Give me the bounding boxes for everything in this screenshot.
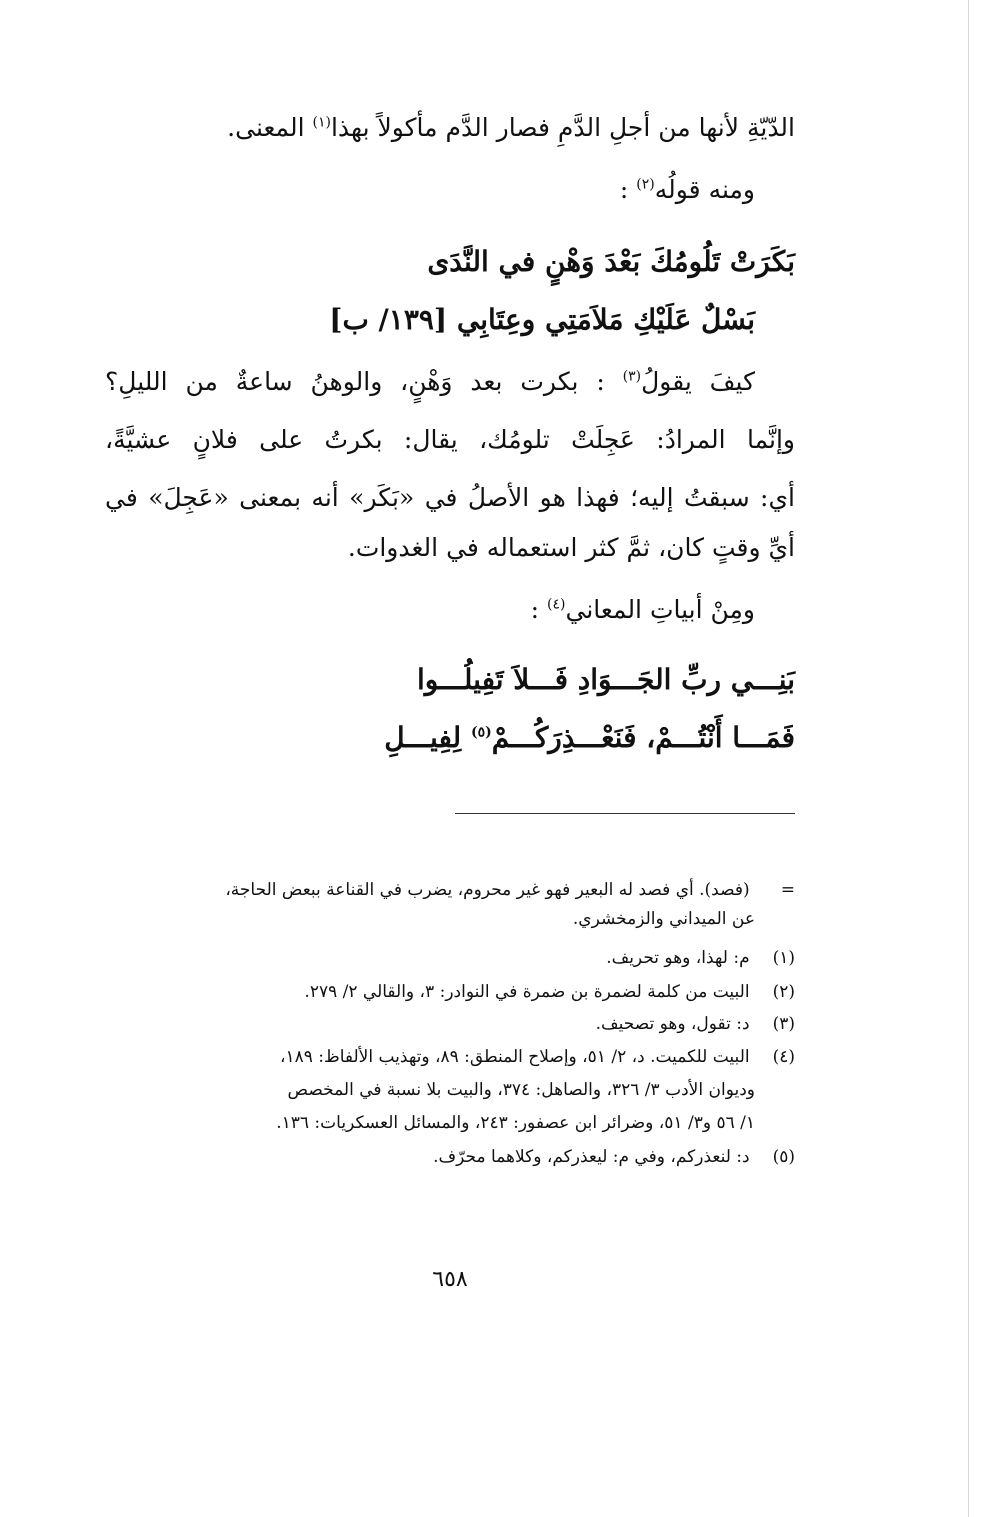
footnote-ref-1[interactable]: (١) [312, 114, 331, 131]
verse-text: لِفِيـــلِ [384, 721, 471, 754]
footnote-4-line-2: وديوان الأدب ٣/ ٣٢٦، والصاهل: ٣٧٤، والبيت بلا نسبة في المخصص [287, 1080, 755, 1100]
body-line-1 [105, 108, 795, 148]
verse-2-first-hemistich: بَنِـــي ربِّ الجَـــوَادِ فَـــلاَ تَفِيلُـــوا [417, 663, 795, 696]
footnote-number: (١) [772, 948, 795, 968]
body-text: ومنه قولُه [654, 175, 755, 204]
footnote-text: (فصد). أي فصد له البعير فهو غير محروم، يضرب في القناعة ببعض الحاجة، [225, 880, 750, 900]
footnote-number: (٣) [772, 1014, 795, 1034]
paragraph-2-line-1 [105, 590, 755, 630]
paragraph-1-line-2: وإنَّما المرادُ: عَجِلَتْ تلومُك، يقال: بكرتُ على فلانٍ عشيَّةً، [105, 425, 795, 454]
body-text: : [530, 595, 548, 624]
footnote-number: (٤) [772, 1047, 795, 1067]
footnote-text: البيت للكميت. د، ٢/ ٥١، وإصلاح المنطق: ٨٩، وتهذيب الألفاظ: ١٨٩، [279, 1047, 750, 1067]
footnote-number: (٥) [772, 1147, 795, 1167]
footnote-separator [455, 813, 795, 814]
footnote-2 [105, 978, 795, 1006]
body-text: كيفَ يقولُ [641, 367, 755, 396]
verse-1-first-hemistich: بَكَرَتْ تَلُومُكَ بَعْدَ وَهْنٍ في النَّدَى [427, 245, 795, 278]
verse-text: فَمَـــا أَنْتُـــمْ، فَنَعْـــذِرَكُـــمْ [491, 721, 795, 754]
footnote-1 [105, 944, 795, 972]
footnote-number: (٢) [772, 982, 795, 1002]
verse-text: بَسْلٌ عَلَيْكِ مَلاَمَتِي وعِتَابِي [456, 303, 755, 336]
body-text: الدّيّةِ لأنها من أجلِ الدَّمِ فصار الدَّم مأكولاً بهذا [330, 113, 795, 142]
verse-1-second-hemistich [105, 300, 755, 340]
folio-marker: [١٣٩/ ب] [329, 303, 448, 336]
footnote-continuation-line-2: عن الميداني والزمخشري. [572, 909, 755, 929]
footnote-ref-5[interactable]: (٥) [470, 724, 492, 741]
paragraph-1-line-1 [105, 362, 755, 402]
continuation-mark: = [780, 880, 795, 900]
verse-2-second-hemistich [105, 718, 795, 758]
footnote-text: م: لهذا، وهو تحريف. [606, 948, 750, 968]
footnote-4-line-1 [105, 1043, 795, 1071]
footnote-text: د: لنعذركم، وفي م: ليعذركم، وكلاهما محرّف. [433, 1147, 750, 1167]
footnote-4-line-3: ١/ ٥٦ و٣/ ٥١، وضرائر ابن عصفور: ٢٤٣، والمسائل العسكريات: ١٣٦. [276, 1113, 755, 1133]
footnote-continuation-line-1 [105, 876, 795, 904]
footnote-text: البيت من كلمة لضمرة بن ضمرة في النوادر: ٣، والقالي ٢/ ٢٧٩. [304, 982, 750, 1002]
page-edge-line [968, 0, 969, 1517]
footnote-ref-3[interactable]: (٣) [622, 368, 642, 385]
body-text: : بكرت بعد وَهْنٍ، والوهنُ ساعةٌ من الليلِ؟ [105, 367, 623, 396]
footnote-5 [105, 1143, 795, 1171]
page-number: ٦٥٨ [432, 1267, 468, 1292]
body-line-2 [105, 170, 755, 210]
footnote-text: د: تقول، وهو تصحيف. [595, 1014, 750, 1034]
paragraph-1-line-3: أي: سبقتُ إليه؛ فهذا هو الأصلُ في «بَكَر» أنه بمعنى «عَجِلَ» في [105, 483, 795, 512]
body-text: : [619, 175, 637, 204]
book-page [105, 0, 795, 1517]
footnote-ref-2[interactable]: (٢) [636, 176, 655, 193]
body-text: المعنى. [227, 113, 313, 142]
footnote-ref-4[interactable]: (٤) [547, 596, 566, 613]
body-text: ومِنْ أبياتِ المعاني [565, 595, 755, 624]
footnote-3 [105, 1010, 795, 1038]
paragraph-1-line-4: أيِّ وقتٍ كان، ثمَّ كثر استعماله في الغدوات. [347, 533, 795, 562]
